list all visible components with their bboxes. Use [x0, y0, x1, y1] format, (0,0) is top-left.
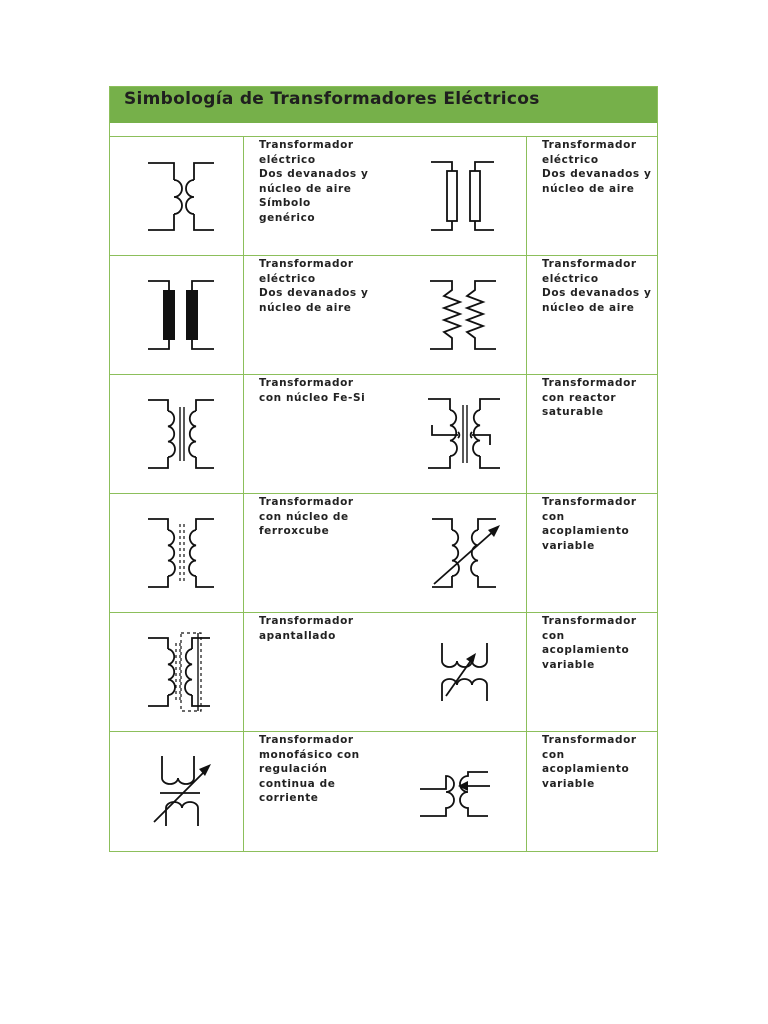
transformer-filled-windings-icon	[110, 256, 244, 375]
symbol-label: Transformador con núcleo de ferroxcube	[259, 496, 354, 538]
symbol-label: Transformador eléctrico Dos devanados y núcleo de aire	[259, 258, 369, 314]
symbol-label: Transformador con reactor saturable	[542, 377, 637, 419]
table-row	[110, 494, 657, 613]
table-row	[110, 613, 657, 732]
symbol-cell	[110, 613, 244, 731]
description-cell	[244, 137, 392, 255]
symbol-cell	[392, 732, 527, 851]
description-cell	[527, 732, 657, 851]
symbol-cell	[392, 375, 527, 493]
description-cell	[244, 613, 392, 731]
symbol-cell	[392, 137, 527, 255]
description-cell	[244, 732, 392, 851]
transformer-variable-coupling-icon	[392, 494, 527, 613]
description-cell	[244, 375, 392, 493]
description-cell	[527, 613, 657, 731]
transformer-shielded-icon	[110, 613, 244, 732]
description-cell	[244, 494, 392, 612]
symbol-label: Transformador con acoplamiento variable	[542, 496, 637, 552]
symbol-cell	[392, 613, 527, 731]
transformer-ferroxcube-core-icon	[110, 494, 244, 613]
symbol-label: Transformador con acoplamiento variable	[542, 615, 637, 671]
description-cell	[527, 137, 657, 255]
symbol-table	[109, 86, 658, 852]
symbol-label: Transformador con núcleo Fe-Si	[259, 377, 366, 404]
transformer-zigzag-windings-icon	[392, 256, 527, 375]
table-row	[110, 137, 657, 256]
symbol-cell	[392, 256, 527, 374]
transformer-variable-coupling-vertical-icon	[392, 613, 527, 732]
description-cell	[527, 256, 657, 374]
transformer-variable-coupling-arrow-icon	[392, 732, 527, 851]
description-cell	[527, 375, 657, 493]
page-title: Simbología de Transformadores Eléctricos	[124, 89, 540, 109]
transformer-air-core-rectangles-icon	[392, 137, 527, 256]
transformer-single-phase-regulation-icon	[110, 732, 244, 851]
title-bar	[110, 87, 657, 123]
description-cell	[244, 256, 392, 374]
symbol-label: Transformador eléctrico Dos devanados y núcleo de aire	[542, 139, 652, 195]
symbol-cell	[110, 256, 244, 374]
symbol-cell	[392, 494, 527, 612]
table-row	[110, 732, 657, 851]
transformer-air-core-generic-icon	[110, 137, 244, 256]
symbol-cell	[110, 137, 244, 255]
table-row	[110, 375, 657, 494]
spacer-row	[110, 123, 657, 137]
symbol-label: Transformador con acoplamiento variable	[542, 734, 637, 790]
table-row	[110, 256, 657, 375]
symbol-label: Transformador eléctrico Dos devanados y núcleo de aire	[542, 258, 652, 314]
symbol-cell	[110, 732, 244, 851]
transformer-saturable-reactor-icon	[392, 375, 527, 494]
symbol-cell	[110, 494, 244, 612]
transformer-iron-core-icon	[110, 375, 244, 494]
description-cell	[527, 494, 657, 612]
symbol-label: Transformador monofásico con regulación continua de corriente	[259, 734, 360, 805]
symbol-cell	[110, 375, 244, 493]
symbol-label: Transformador apantallado	[259, 615, 354, 642]
symbol-label: Transformador eléctrico Dos devanados y núcleo de aire Símbolo genérico	[259, 139, 369, 224]
